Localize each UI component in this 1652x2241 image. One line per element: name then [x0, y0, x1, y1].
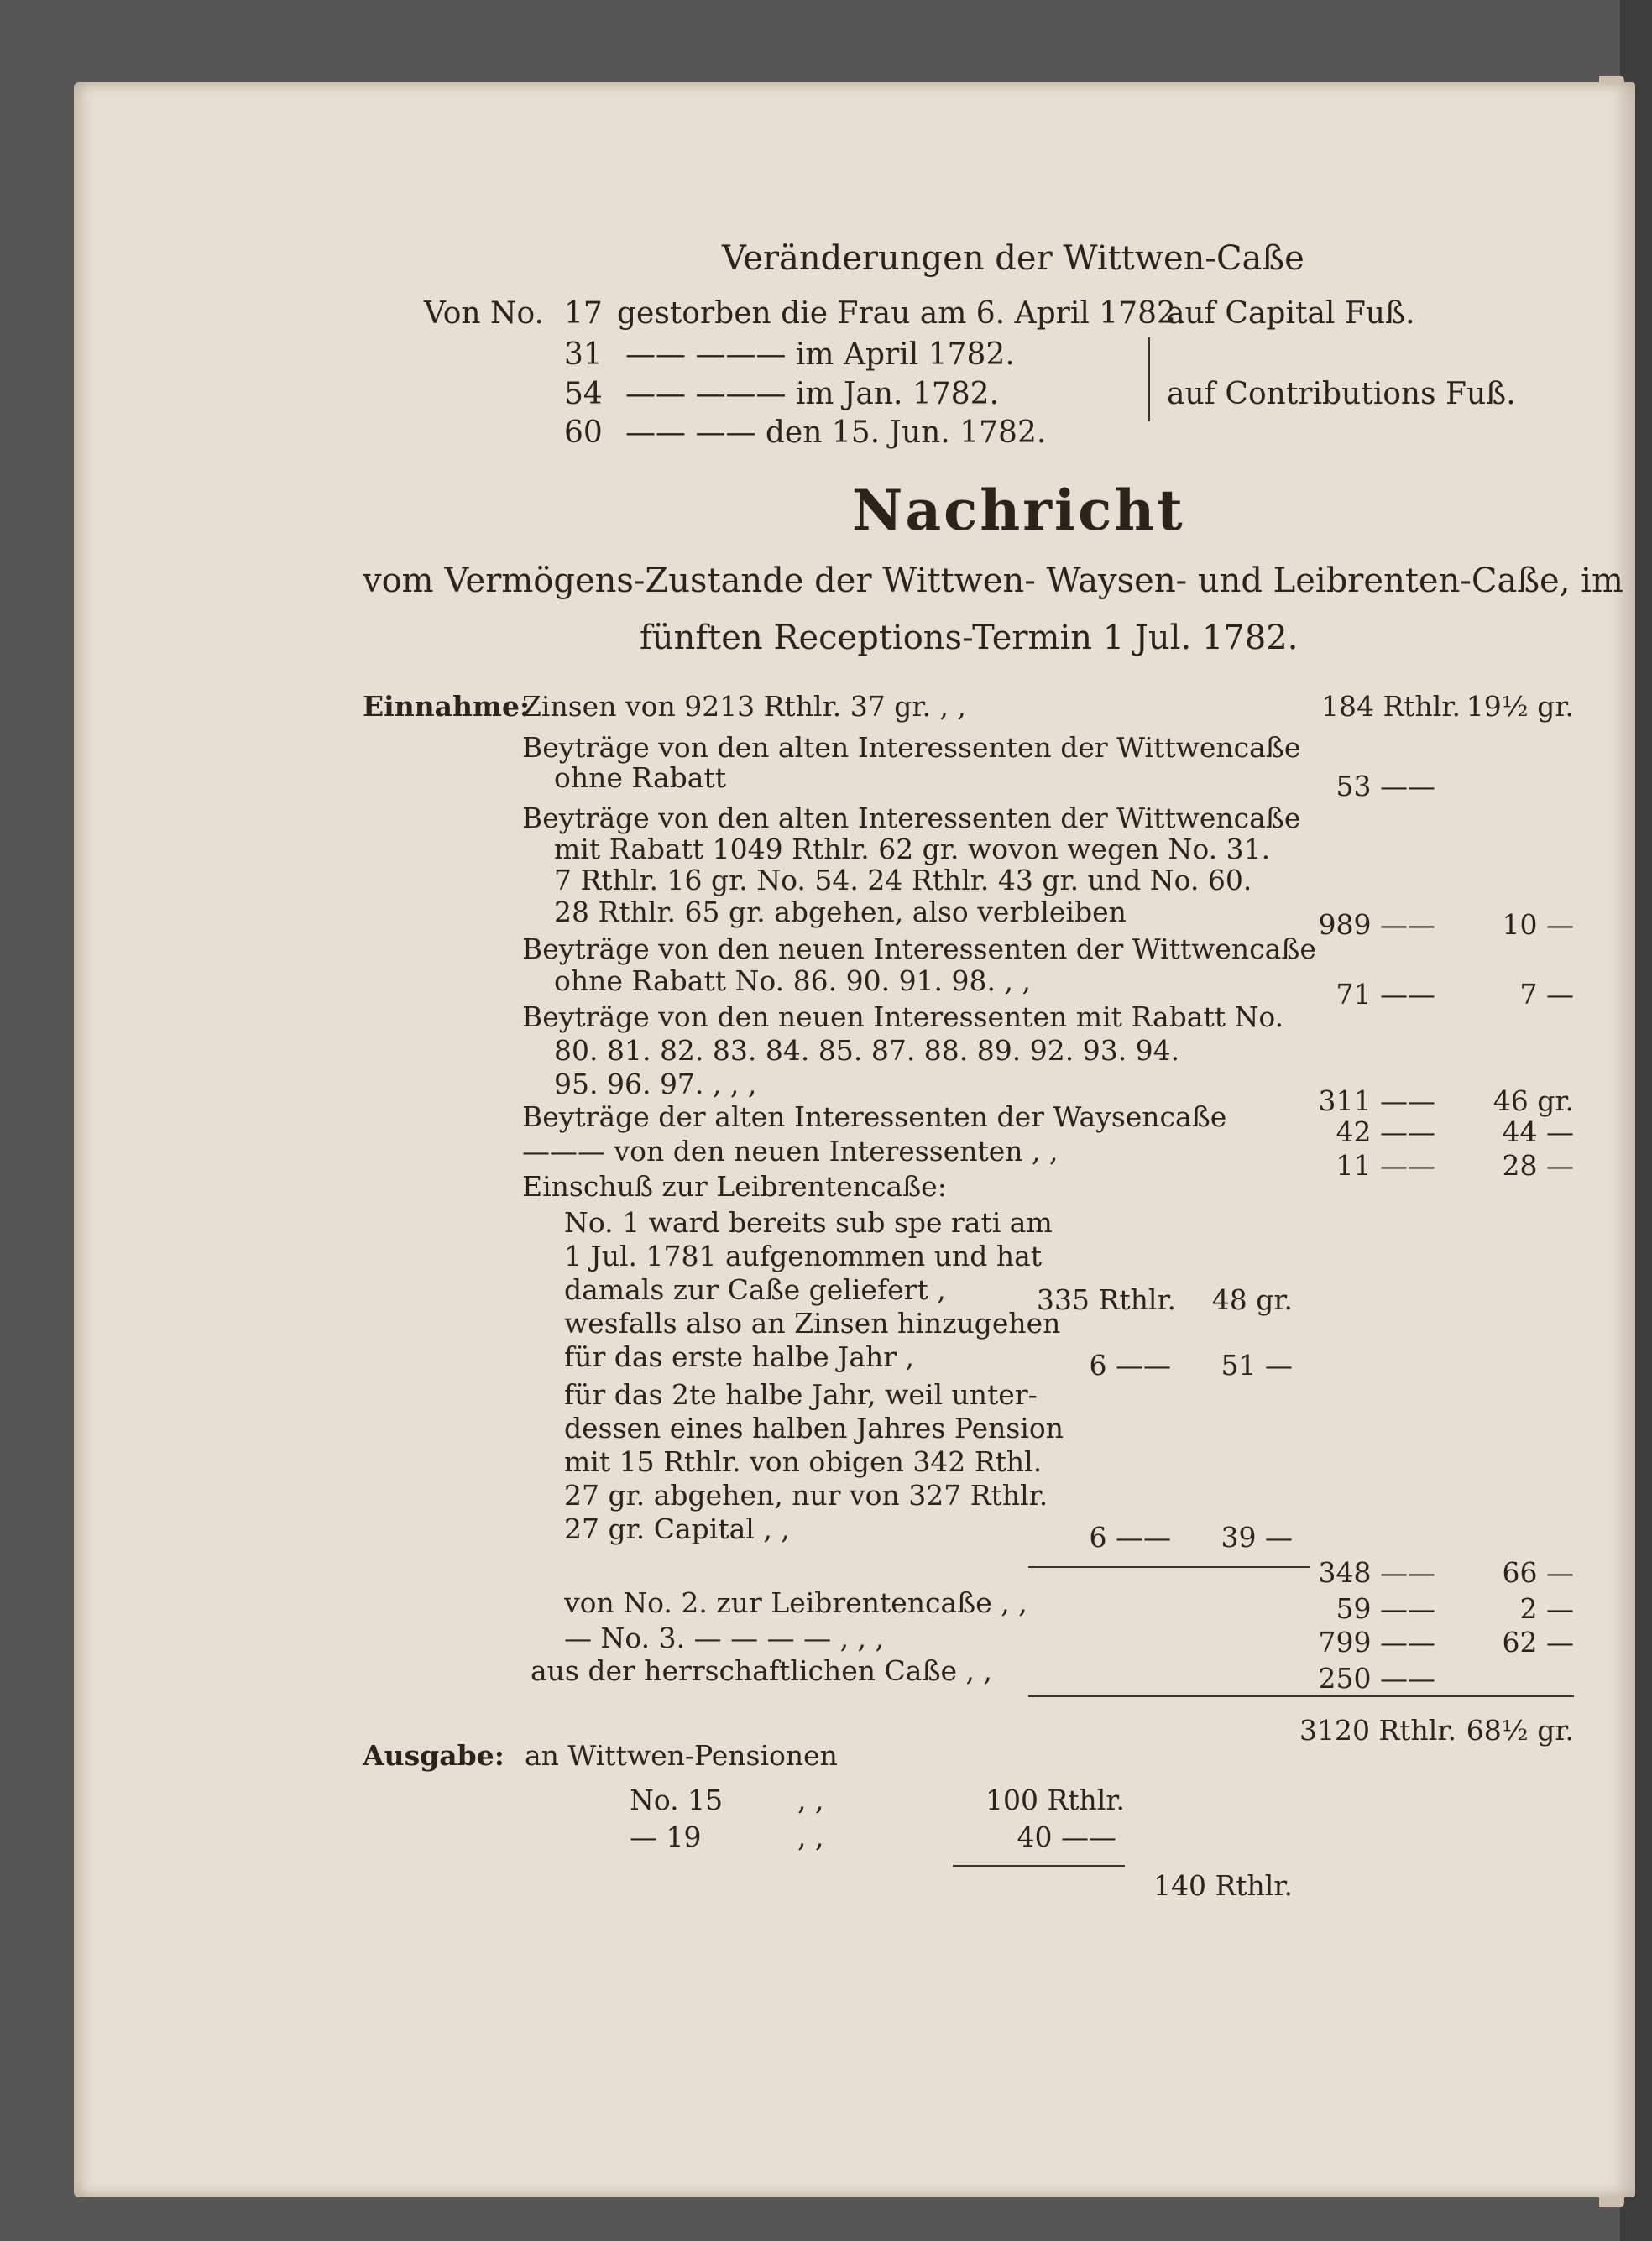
income-line: Beyträge der alten Interessenten der Waysencaße [522, 1100, 1227, 1133]
income-amount-gr: 46 gr. [1493, 1084, 1574, 1117]
income-line: Zinsen von 9213 Rthlr. 37 gr. , , [522, 690, 966, 723]
changes-note: auf Capital Fuß. [1167, 296, 1415, 331]
income-line: 28 Rthlr. 65 gr. abgehen, also verbleiben [554, 896, 1127, 928]
income-amount-rthlr: 53 —— [1336, 770, 1435, 802]
total-rule [1028, 1695, 1574, 1697]
report-subtitle: fünften Receptions-Termin 1 Jul. 1782. [640, 619, 1299, 657]
changes-no: 60 [564, 415, 603, 450]
einschuss-line: für das erste halbe Jahr , [564, 1340, 915, 1373]
income-line: — No. 3. — — — — , , , [564, 1622, 885, 1654]
changes-heading: Veränderungen der Wittwen-Caße [722, 239, 1304, 278]
einschuss-amount-gr: 51 — [1221, 1349, 1293, 1382]
expense-row-dots: , , [797, 1784, 824, 1816]
einschuss-line: No. 1 ward bereits sub spe rati am [564, 1206, 1053, 1239]
expense-text: an Wittwen-Pensionen [525, 1739, 838, 1772]
income-line: ——— von den neuen Interessenten , , [522, 1135, 1059, 1168]
einschuss-line: für das 2te halbe Jahr, weil unter- [564, 1378, 1038, 1411]
changes-no: 54 [564, 377, 603, 411]
einschuss-total-rthlr: 348 —— [1318, 1556, 1435, 1589]
income-amount-gr: 28 — [1502, 1149, 1574, 1182]
income-amount-gr: 19½ gr. [1466, 690, 1574, 723]
subtotal-rule [1028, 1566, 1310, 1568]
changes-no: 31 [564, 337, 603, 372]
income-line: Einschuß zur Leibrentencaße: [522, 1170, 947, 1203]
income-total-rthlr: 3120 Rthlr. [1299, 1714, 1456, 1747]
income-line: ohne Rabatt No. 86. 90. 91. 98. , , [554, 964, 1031, 997]
income-line: ohne Rabatt [554, 761, 726, 794]
income-amount-rthlr: 11 —— [1336, 1149, 1435, 1182]
income-line: Beyträge von den alten Interessenten der Wittwencaße [522, 802, 1301, 834]
income-line: 95. 96. 97. , , , [554, 1068, 757, 1100]
einschuss-amount-rthlr: 6 —— [1089, 1521, 1171, 1554]
einschuss-amount-rthlr: 335 Rthlr. [1037, 1283, 1177, 1316]
report-title: Nachricht [852, 478, 1185, 543]
income-amount-rthlr: 250 —— [1318, 1662, 1435, 1695]
income-line: Beyträge von den neuen Interessenten mit Rabatt No. [522, 1000, 1284, 1033]
einschuss-amount-gr: 39 — [1221, 1521, 1293, 1554]
einschuss-line: 27 gr. Capital , , [564, 1512, 790, 1545]
income-amount-gr: 10 — [1502, 908, 1574, 941]
income-line: Beyträge von den alten Interessenten der Wittwencaße [522, 731, 1301, 764]
einschuss-line: mit 15 Rthlr. von obigen 342 Rthl. [564, 1445, 1043, 1478]
changes-text: —— ——— im Jan. 1782. [625, 377, 1000, 411]
changes-brace [1140, 337, 1150, 421]
einschuss-amount-rthlr: 6 —— [1089, 1349, 1171, 1382]
income-amount-rthlr: 311 —— [1318, 1084, 1435, 1117]
einschuss-line: wesfalls also an Zinsen hinzugehen [564, 1307, 1061, 1340]
expense-row-no: No. 15 [630, 1784, 724, 1816]
einschuss-amount-gr: 48 gr. [1211, 1283, 1293, 1316]
income-amount-rthlr: 799 —— [1318, 1626, 1435, 1659]
expense-rule [953, 1865, 1125, 1867]
income-amount-rthlr: 989 —— [1318, 908, 1435, 941]
einschuss-line: 1 Jul. 1781 aufgenommen und hat [564, 1240, 1043, 1272]
einschuss-line: dessen eines halben Jahres Pension [564, 1412, 1064, 1444]
changes-text: gestorben die Frau am 6. April 1782. [617, 296, 1186, 331]
report-subtitle: vom Vermögens-Zustande der Wittwen- Waysen- und Leibrenten-Caße, im [363, 562, 1623, 600]
income-line: 7 Rthlr. 16 gr. No. 54. 24 Rthlr. 43 gr. und No. 60. [554, 864, 1252, 896]
expense-row-amount: 40 —— [1017, 1820, 1116, 1853]
einschuss-line: 27 gr. abgehen, nur von 327 Rthlr. [564, 1479, 1048, 1512]
income-line: mit Rabatt 1049 Rthlr. 62 gr. wovon wegen No. 31. [554, 833, 1271, 865]
changes-note: auf Contributions Fuß. [1167, 377, 1516, 411]
expense-total: 140 Rthlr. [1153, 1869, 1293, 1902]
income-amount-gr: 62 — [1502, 1626, 1574, 1659]
expense-label: Ausgabe: [363, 1739, 504, 1772]
income-amount-gr: 44 — [1502, 1115, 1574, 1148]
changes-prefix: Von No. [424, 296, 544, 331]
income-line: 80. 81. 82. 83. 84. 85. 87. 88. 89. 92. 93. 94. [554, 1034, 1180, 1067]
einschuss-total-gr: 66 — [1502, 1556, 1574, 1589]
income-amount-gr: 2 — [1519, 1592, 1574, 1625]
changes-text: —— —— den 15. Jun. 1782. [625, 415, 1047, 450]
income-amount-rthlr: 42 —— [1336, 1115, 1435, 1148]
changes-no: 17 [564, 296, 603, 331]
income-line: aus der herrschaftlichen Caße , , [531, 1654, 992, 1687]
income-amount-rthlr: 71 —— [1336, 978, 1435, 1011]
income-amount-rthlr: 184 Rthlr. [1320, 690, 1461, 723]
einschuss-line: damals zur Caße geliefert , [564, 1273, 946, 1306]
income-amount-gr: 7 — [1519, 978, 1574, 1011]
expense-row-no: — 19 [630, 1820, 702, 1853]
expense-row-amount: 100 Rthlr. [985, 1784, 1125, 1816]
income-amount-rthlr: 59 —— [1336, 1592, 1435, 1625]
expense-row-dots: , , [797, 1820, 824, 1853]
income-line: Beyträge von den neuen Interessenten der Wittwencaße [522, 932, 1316, 965]
income-total-gr: 68½ gr. [1466, 1714, 1574, 1747]
income-label: Einnahme: [363, 690, 531, 723]
income-line: von No. 2. zur Leibrentencaße , , [564, 1586, 1027, 1619]
changes-text: —— ——— im April 1782. [625, 337, 1015, 372]
